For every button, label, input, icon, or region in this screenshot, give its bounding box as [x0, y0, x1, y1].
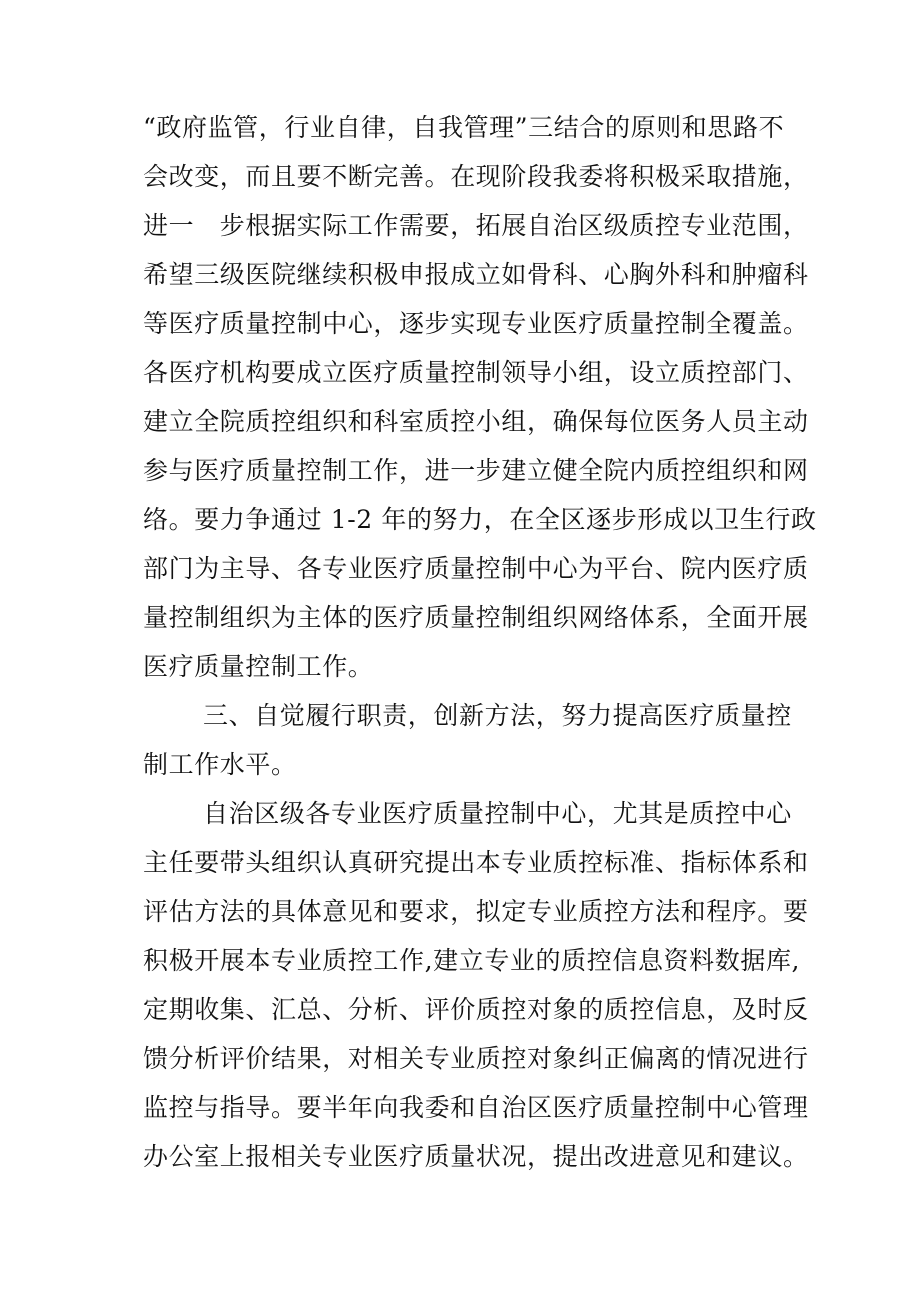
section-3-heading-line-1: 三、自觉履行职责，创新方法，努力提高医疗质量控	[203, 701, 792, 730]
paragraph-2-line-2: 主任要带头组织认真研究提出本专业质控标准、指标体系和	[143, 848, 809, 877]
paragraph-1-line-1: “政府监管，行业自律，自我管理”三结合的原则和思路不	[143, 113, 785, 142]
paragraph-1-line-9: 络。要力争通过 1-2 年的努力，在全区逐步形成以卫生行政	[143, 505, 817, 534]
paragraph-1-line-11: 量控制组织为主体的医疗质量控制组织网络体系，全面开展	[143, 603, 809, 632]
paragraph-2-line-7: 监控与指导。要半年向我委和自治区医疗质量控制中心管理	[143, 1093, 809, 1122]
paragraph-1-line-10: 部门为主导、各专业医疗质量控制中心为平台、院内医疗质	[143, 554, 809, 583]
paragraph-1-line-12: 医疗质量控制工作。	[143, 652, 374, 681]
paragraph-2-line-1: 自治区级各专业医疗质量控制中心，尤其是质控中心	[203, 799, 792, 828]
paragraph-2-line-3: 评估方法的具体意见和要求，拟定专业质控方法和程序。要	[143, 897, 809, 926]
paragraph-2-line-6: 馈分析评价结果，对相关专业质控对象纠正偏离的情况进行	[143, 1044, 809, 1073]
paragraph-1-line-6: 各医疗机构要成立医疗质量控制领导小组，设立质控部门、	[143, 358, 809, 387]
paragraph-1-line-5: 等医疗质量控制中心，逐步实现专业医疗质量控制全覆盖。	[143, 309, 809, 338]
paragraph-2-line-4: 积极开展本专业质控工作,建立专业的质控信息资料数据库,	[143, 946, 801, 975]
paragraph-2-line-8: 办公室上报相关专业医疗质量状况，提出改进意见和建议。	[143, 1142, 809, 1171]
paragraph-1-line-4: 希望三级医院继续积极申报成立如骨科、心胸外科和肿瘤科	[143, 260, 809, 289]
paragraph-1-line-8: 参与医疗质量控制工作，进一步建立健全院内质控组织和网	[143, 456, 809, 485]
section-3-heading-line-2: 制工作水平。	[143, 750, 297, 779]
paragraph-1-line-2: 会改变，而且要不断完善。在现阶段我委将积极采取措施，	[143, 162, 809, 191]
paragraph-2-line-5: 定期收集、汇总、分析、评价质控对象的质控信息，及时反	[143, 995, 809, 1024]
paragraph-1-line-7: 建立全院质控组织和科室质控小组，确保每位医务人员主动	[143, 407, 809, 436]
paragraph-1-line-3: 进一 步根据实际工作需要，拓展自治区级质控专业范围，	[143, 211, 809, 240]
